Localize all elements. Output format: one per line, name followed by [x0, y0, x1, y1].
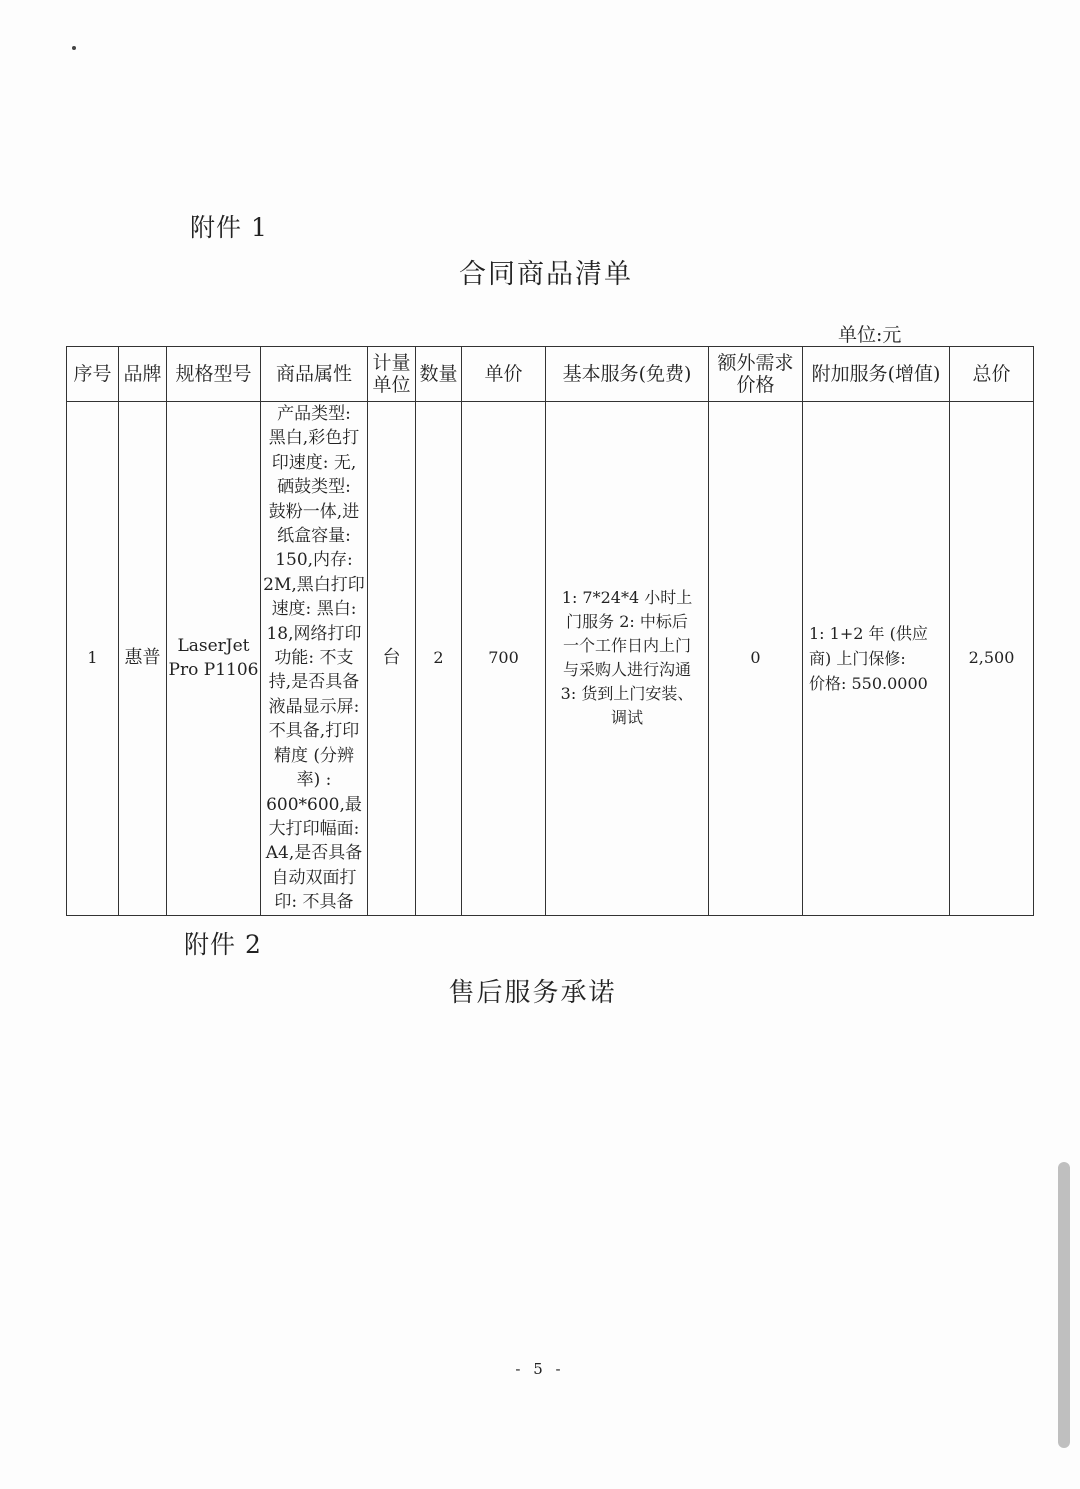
header-total: 总价: [950, 347, 1034, 402]
header-added-service: 附加服务(增值): [803, 347, 950, 402]
cell-extra-price: 0: [709, 402, 803, 916]
header-index: 序号: [67, 347, 119, 402]
header-unit: 计量 单位: [368, 347, 416, 402]
cell-attributes: 产品类型: 黑白,彩色打 印速度: 无, 硒鼓类型: 鼓粉一体,进 纸盒容量: 150,内存: 2M,黑白打印 速度: 黑白: 18,网络打印 功能: 不支 持,是否具备 液晶显示屏: 不具备,打印 精度 (分辨 率) : 600*600,最 大打印幅面: A4,是否具备 自动双面打 印: 不具备: [261, 402, 368, 916]
cell-basic-service: 1: 7*24*4 小时上 门服务 2: 中标后 一个工作日内上门 与采购人进行沟通 3: 货到上门安装、 调试: [546, 402, 709, 916]
header-extra-price: 额外需求 价格: [709, 347, 803, 402]
goods-table: [66, 346, 1034, 916]
table-row: [67, 402, 1034, 916]
header-unit-price: 单价: [462, 347, 546, 402]
cell-added-service: 1: 1+2 年 (供应 商) 上门保修: 价格: 550.0000: [803, 402, 950, 916]
header-brand: 品牌: [119, 347, 167, 402]
header-attributes: 商品属性: [261, 347, 368, 402]
cell-quantity: 2: [416, 402, 462, 916]
scan-speck: [72, 46, 76, 50]
attachment1-label: 附件 1: [190, 213, 268, 242]
attachment2-label: 附件 2: [184, 930, 262, 959]
cell-model: LaserJet Pro P1106: [167, 402, 261, 916]
page-number: - 5 -: [515, 1360, 565, 1378]
attachment1-title: 合同商品清单: [459, 259, 633, 290]
header-basic-service: 基本服务(免费): [546, 347, 709, 402]
table-header-row: [67, 347, 1034, 402]
cell-unit-price: 700: [462, 402, 546, 916]
cell-unit: 台: [368, 402, 416, 916]
scrollbar-thumb[interactable]: [1058, 1162, 1070, 1448]
attachment2-title: 售后服务承诺: [448, 978, 617, 1008]
unit-note: 单位:元: [838, 324, 902, 346]
cell-total: 2,500: [950, 402, 1034, 916]
cell-index: 1: [67, 402, 119, 916]
cell-brand: 惠普: [119, 402, 167, 916]
header-model: 规格型号: [167, 347, 261, 402]
header-quantity: 数量: [416, 347, 462, 402]
